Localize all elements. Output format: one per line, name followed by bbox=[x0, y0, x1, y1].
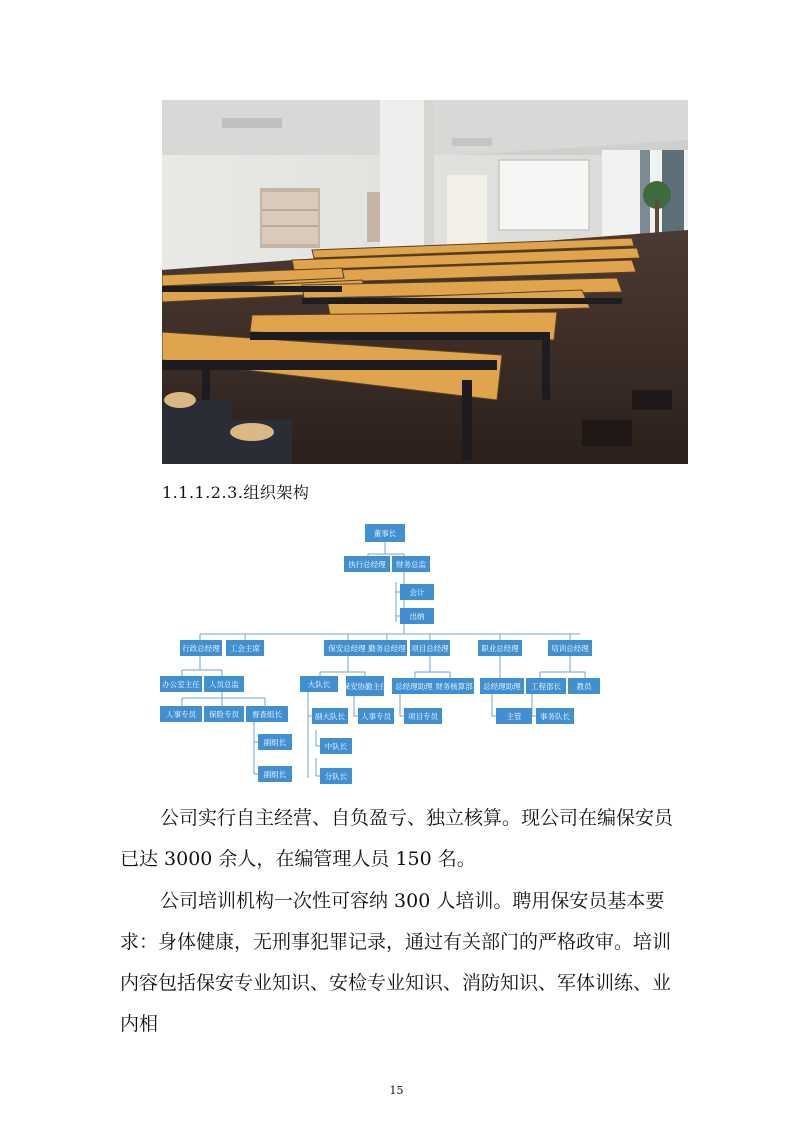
svg-text:工程部长: 工程部长 bbox=[531, 682, 561, 691]
org-node bbox=[312, 708, 348, 724]
section-heading: 1.1.1.2.3.组织架构 bbox=[162, 483, 310, 502]
org-node bbox=[548, 640, 592, 656]
paragraph-text: 公司实行自主经营、自负盈亏、独立核算。现公司在编保安员已达 3000 余人，在编管理人员 150 名。 bbox=[120, 807, 674, 870]
svg-text:保险专员: 保险专员 bbox=[209, 710, 239, 719]
org-node bbox=[320, 738, 352, 754]
svg-text:副组长: 副组长 bbox=[263, 770, 287, 779]
org-node bbox=[320, 768, 352, 784]
svg-text:副大队长: 副大队长 bbox=[315, 712, 345, 721]
org-node bbox=[400, 584, 434, 600]
org-node bbox=[496, 708, 532, 724]
org-node bbox=[258, 766, 292, 782]
svg-text:分队长: 分队长 bbox=[324, 772, 348, 781]
org-node bbox=[204, 676, 244, 692]
org-node bbox=[246, 706, 288, 722]
org-node bbox=[400, 608, 434, 624]
svg-text:副组长: 副组长 bbox=[263, 738, 287, 747]
svg-text:项目总经理: 项目总经理 bbox=[411, 644, 449, 653]
org-node bbox=[478, 640, 522, 656]
org-node bbox=[536, 708, 574, 724]
org-node bbox=[226, 640, 264, 656]
org-node bbox=[480, 678, 524, 694]
svg-text:大队长: 大队长 bbox=[307, 680, 331, 689]
org-node bbox=[300, 676, 338, 692]
org-chart bbox=[160, 512, 600, 790]
svg-text:职业总经理: 职业总经理 bbox=[481, 644, 519, 653]
svg-text:会计: 会计 bbox=[409, 588, 425, 597]
svg-text:总经理助理: 总经理助理 bbox=[395, 682, 433, 691]
svg-text:项目专员: 项目专员 bbox=[408, 712, 438, 721]
svg-text:办公室主任: 办公室主任 bbox=[162, 680, 200, 689]
org-node bbox=[358, 708, 394, 724]
svg-text:人事专员: 人事专员 bbox=[166, 710, 196, 719]
paragraph-1 bbox=[120, 798, 680, 880]
svg-text:人员总监: 人员总监 bbox=[209, 680, 239, 689]
svg-text:主管: 主管 bbox=[506, 712, 522, 721]
svg-text:工会主席: 工会主席 bbox=[230, 644, 260, 653]
svg-text:出纳: 出纳 bbox=[409, 612, 425, 621]
org-node bbox=[367, 640, 407, 656]
org-node bbox=[343, 676, 388, 696]
paragraph-text: 公司培训机构一次性可容纳 300 人培训。聘用保安员基本要求：身体健康，无刑事犯罪记录，通过有关部门的严格政审。培训内容包括保安专业知识、安检专业知识、消防知识、军体训练、业内相 bbox=[120, 890, 672, 1035]
svg-text:财务核算部: 财务核算部 bbox=[435, 682, 473, 691]
org-node bbox=[258, 734, 292, 750]
svg-text:事务队长: 事务队长 bbox=[540, 712, 570, 721]
svg-text:保安协勤主任: 保安协勤主任 bbox=[342, 682, 388, 691]
svg-text:董事长: 董事长 bbox=[373, 529, 397, 538]
org-node bbox=[324, 640, 370, 656]
org-node bbox=[344, 556, 390, 572]
svg-text:总经理助理: 总经理助理 bbox=[483, 682, 521, 691]
svg-text:行政总经理: 行政总经理 bbox=[182, 644, 220, 653]
page-number: 15 bbox=[389, 1084, 404, 1097]
svg-text:保安总经理: 保安总经理 bbox=[328, 644, 366, 653]
svg-text:督查组长: 督查组长 bbox=[252, 710, 282, 719]
org-node bbox=[392, 678, 436, 694]
org-node bbox=[365, 524, 405, 542]
svg-text:培训总经理: 培训总经理 bbox=[551, 644, 589, 653]
org-node bbox=[410, 640, 450, 656]
org-node bbox=[568, 678, 600, 694]
org-node bbox=[180, 640, 222, 656]
svg-text:执行总经理: 执行总经理 bbox=[348, 560, 386, 569]
org-node bbox=[392, 556, 430, 572]
org-node bbox=[160, 676, 202, 692]
svg-text:教员: 教员 bbox=[576, 682, 592, 691]
org-node bbox=[434, 678, 474, 694]
org-node bbox=[526, 678, 566, 694]
classroom-photo bbox=[162, 100, 688, 464]
svg-text:勤务总经理: 勤务总经理 bbox=[368, 644, 406, 653]
org-node bbox=[160, 706, 202, 722]
org-node bbox=[204, 706, 244, 722]
svg-text:人事专员: 人事专员 bbox=[361, 712, 391, 721]
org-node bbox=[404, 708, 442, 724]
svg-text:财务总监: 财务总监 bbox=[396, 560, 426, 569]
svg-text:中队长: 中队长 bbox=[324, 742, 348, 751]
paragraph-2 bbox=[120, 881, 680, 1045]
